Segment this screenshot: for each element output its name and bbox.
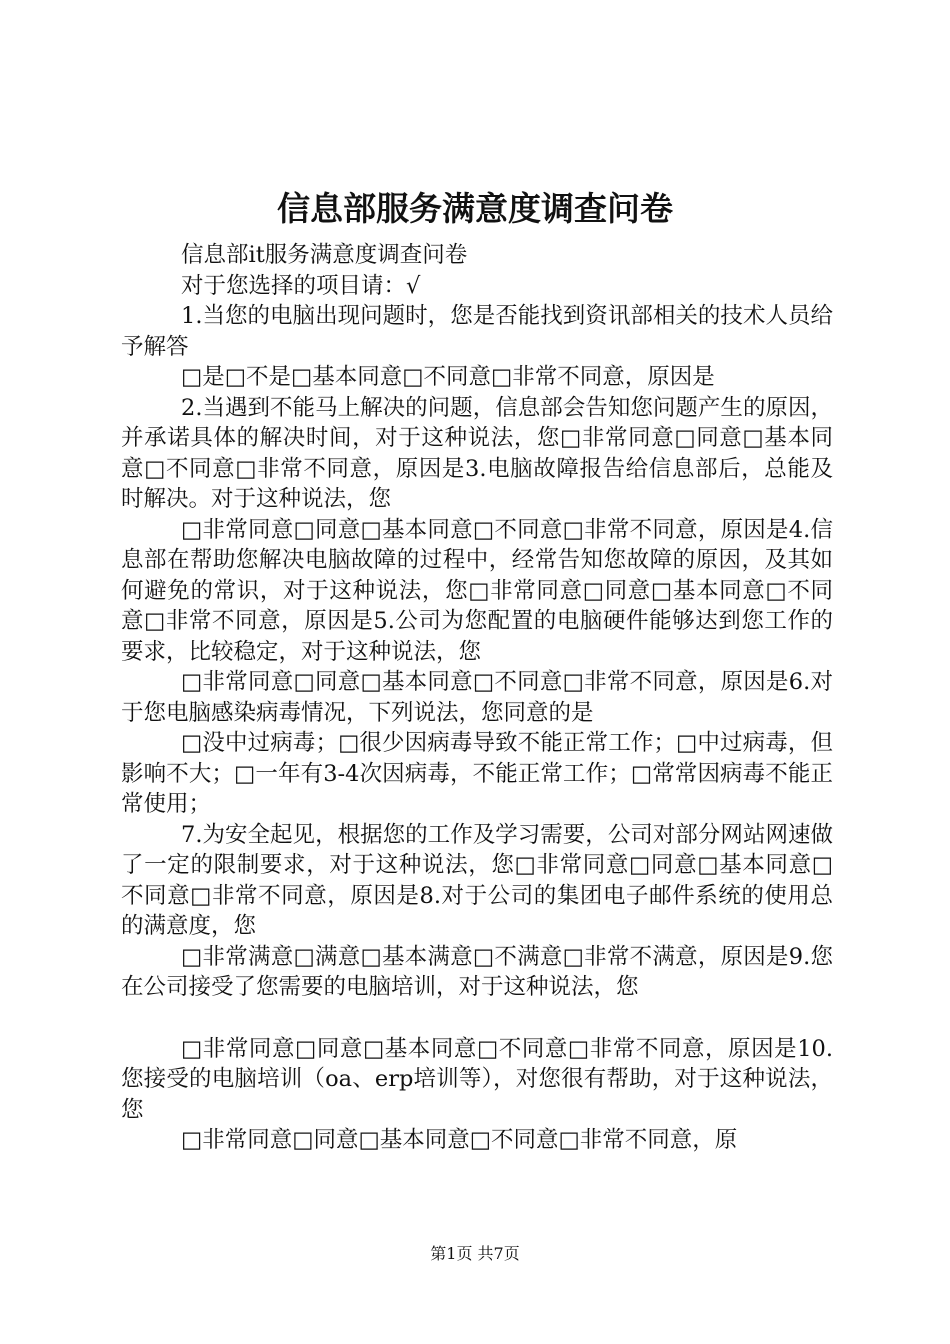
paragraph-question-6: □非常同意□同意□基本同意□不同意□非常不同意，原因是6.对于您电脑感染病毒情况，下列说法，您同意的是 [121, 669, 833, 726]
document-body [121, 240, 833, 1156]
paragraph-options-10: □非常同意□同意□基本同意□不同意□非常不同意，原 [181, 1127, 738, 1153]
paragraph-question-2-3: 2.当遇到不能马上解决的问题，信息部会告知您问题产生的原因，并承诺具体的解决时间，对于这种说法，您□非常同意□同意□基本同意□不同意□非常不同意，原因是3.电脑故障报告给信息部后，总能及时解决。对于这种说法，您 [121, 394, 833, 512]
document-title: 信息部服务满意度调查问卷 [277, 189, 673, 228]
paragraph-question-4-5: □非常同意□同意□基本同意□不同意□非常不同意，原因是4.信息部在帮助您解决电脑故障的过程中，经常告知您故障的原因，及其如何避免的常识，对于这种说法，您□非常同意□同意□基本同意□不同意□非常不同意，原因是5.公司为您配置的电脑硬件能够达到您工作的要求，比较稳定，对于这种说法，您 [121, 516, 833, 665]
page-number-footer: 第1页 共7页 [430, 1244, 520, 1263]
paragraph-question-9: □非常满意□满意□基本满意□不满意□非常不满意，原因是9.您在公司接受了您需要的电脑培训，对于这种说法，您 [121, 943, 833, 1000]
paragraph-question-7-8: 7.为安全起见，根据您的工作及学习需要，公司对部分网站网速做了一定的限制要求，对于这种说法，您□非常同意□同意□基本同意□不同意□非常不同意，原因是8.对于公司的集团电子邮件系统的使用总的满意度，您 [121, 821, 833, 939]
paragraph-instruction: 对于您选择的项目请：√ [181, 272, 421, 299]
paragraph-subtitle: 信息部it服务满意度调查问卷 [181, 242, 468, 268]
paragraph-options-6: □没中过病毒；□很少因病毒导致不能正常工作；□中过病毒，但影响不大；□一年有3-4次因病毒，不能正常工作；□常常因病毒不能正常使用； [121, 730, 833, 817]
paragraph-question-10: □非常同意□同意□基本同意□不同意□非常不同意，原因是10.您接受的电脑培训（oa、erp培训等），对您很有帮助，对于这种说法，您 [121, 1035, 833, 1123]
blank-line [121, 1003, 833, 1034]
paragraph-question-1: 1.当您的电脑出现问题时，您是否能找到资讯部相关的技术人员给予解答 [121, 303, 833, 360]
paragraph-options-1: □是□不是□基本同意□不同意□非常不同意，原因是 [181, 364, 715, 390]
